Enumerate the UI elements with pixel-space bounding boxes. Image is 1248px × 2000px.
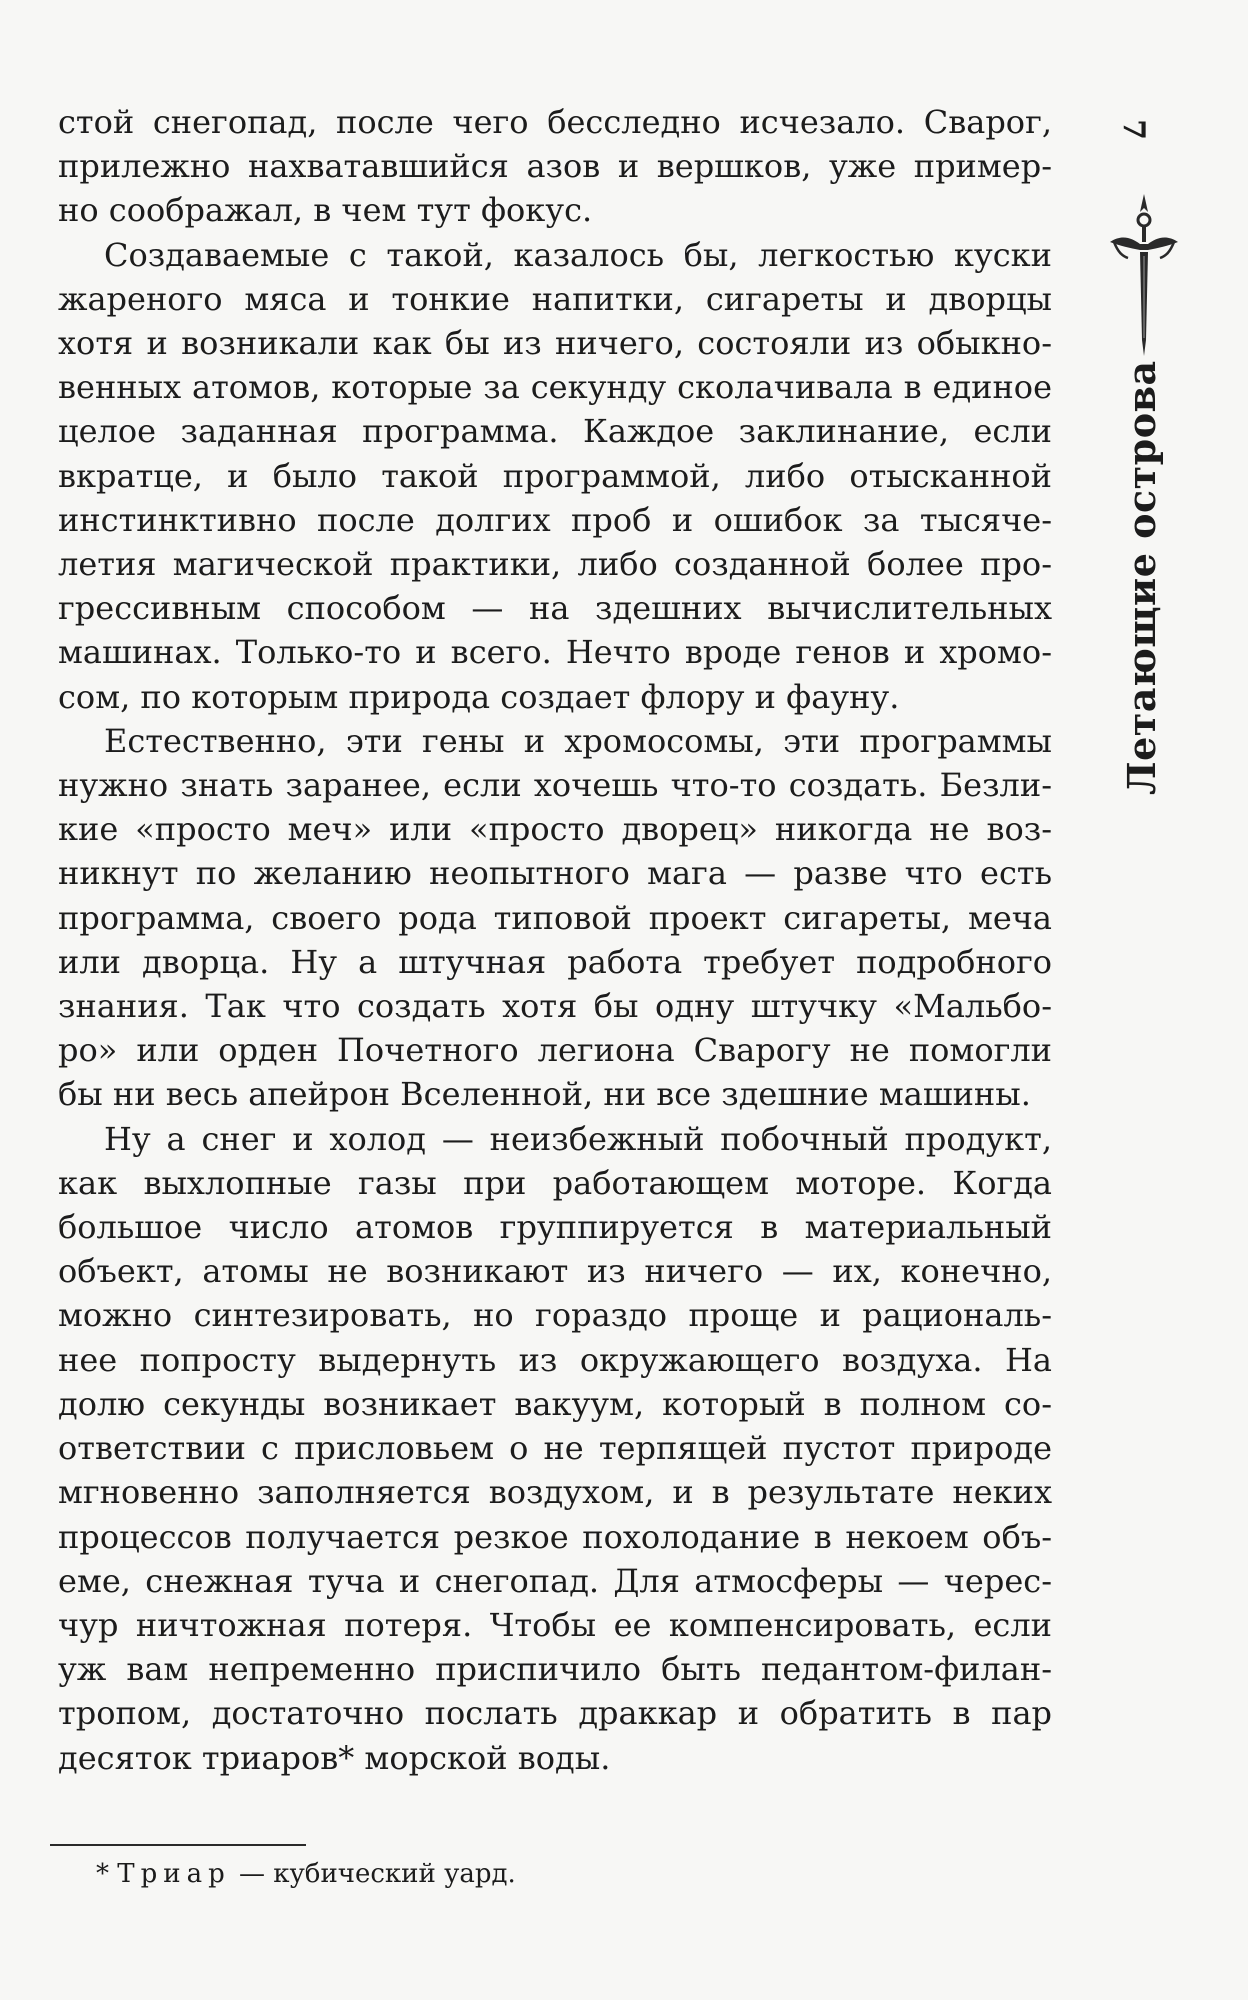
text-line: можно синтезировать, но гораздо проще и рациональ-	[58, 1296, 1052, 1335]
paragraph-2	[58, 233, 1052, 719]
text-line: летия магической практики, либо созданной более про-	[58, 545, 1052, 584]
text-line: но соображал, в чем тут фокус.	[58, 191, 593, 230]
main-text	[58, 100, 1052, 1780]
page-number: 7	[1115, 119, 1151, 140]
book-title: Летающие острова	[1119, 360, 1164, 795]
text-line: чур ничтожная потеря. Чтобы ее компенсировать, если	[58, 1605, 1052, 1644]
text-line: ответствии с присловьем о не терпящей пустот природе	[58, 1429, 1052, 1468]
text-line: большое число атомов группируется в материальный	[58, 1208, 1052, 1247]
text-line: тропом, достаточно послать драккар и обратить в пар	[58, 1694, 1052, 1733]
text-line: нужно знать заранее, если хочешь что-то создать. Безли-	[58, 766, 1052, 805]
text-line: еме, снежная туча и снегопад. Для атмосферы — черес-	[58, 1561, 1052, 1600]
footnote-definition: — кубический уард.	[230, 1859, 516, 1889]
paragraph-4	[58, 1117, 1052, 1780]
text-line: или дворца. Ну а штучная работа требует подробного	[58, 942, 1052, 981]
text-line: жареного мяса и тонкие напитки, сигареты и дворцы	[58, 279, 1052, 318]
paragraph-1	[58, 100, 1052, 233]
text-line: как выхлопные газы при работающем моторе. Когда	[58, 1163, 1052, 1202]
text-line: бы ни весь апейрон Вселенной, ни все здешние машины.	[58, 1075, 1031, 1114]
footnote-marker: *	[96, 1859, 118, 1889]
text-line: венных атомов, которые за секунду сколачивала в единое	[58, 368, 1052, 407]
footnote-divider	[50, 1844, 306, 1846]
text-line: программа, своего рода типовой проект сигареты, меча	[58, 898, 1052, 937]
text-line: вкратце, и было такой программой, либо отысканной	[58, 456, 1052, 495]
text-line: Создаваемые с такой, казалось бы, легкостью куски	[104, 235, 1052, 274]
text-line: объект, атомы не возникают из ничего — их, конечно,	[58, 1252, 1052, 1291]
text-line: ро» или орден Почетного легиона Сварогу не помогли	[58, 1031, 1052, 1070]
paragraph-3	[58, 719, 1052, 1117]
text-line: мгновенно заполняется воздухом, и в результате неких	[58, 1473, 1052, 1512]
text-line: грессивным способом — на здешних вычислительных	[58, 589, 1052, 628]
text-line: кие «просто меч» или «просто дворец» никогда не воз-	[58, 810, 1052, 849]
text-line: хотя и возникали как бы из ничего, состояли из обыкно-	[58, 324, 1052, 363]
sword-emblem-icon	[1104, 190, 1184, 360]
text-line: уж вам непременно приспичило быть педантом-филан-	[58, 1650, 1052, 1689]
text-line: стой снегопад, после чего бесследно исчезало. Сварог,	[58, 103, 1052, 141]
text-line: целое заданная программа. Каждое заклинание, если	[58, 412, 1052, 451]
text-line: машинах. Только-то и всего. Нечто вроде генов и хромо-	[58, 633, 1052, 672]
text-line: нее попросту выдернуть из окружающего воздуха. На	[58, 1340, 1052, 1379]
text-line: десяток триаров* морской воды.	[58, 1738, 611, 1777]
footnote	[96, 1858, 516, 1890]
text-line: сом, по которым природа создает флору и фауну.	[58, 677, 900, 716]
text-line: Ну а снег и холод — неизбежный побочный продукт,	[104, 1119, 1052, 1158]
text-line: никнут по желанию неопытного мага — разве что есть	[58, 854, 1052, 893]
text-line: долю секунды возникает вакуум, который в полном со-	[58, 1384, 1052, 1423]
text-line: знания. Так что создать хотя бы одну штучку «Мальбо-	[58, 987, 1052, 1026]
text-line: инстинктивно после долгих проб и ошибок за тысяче-	[58, 500, 1052, 539]
footnote-term: Триар	[117, 1859, 231, 1889]
text-line: процессов получается резкое похолодание в некоем объ-	[58, 1517, 1052, 1556]
text-line: прилежно нахватавшийся азов и вершков, уже пример-	[58, 147, 1052, 186]
text-line: Естественно, эти гены и хромосомы, эти программы	[104, 721, 1052, 760]
